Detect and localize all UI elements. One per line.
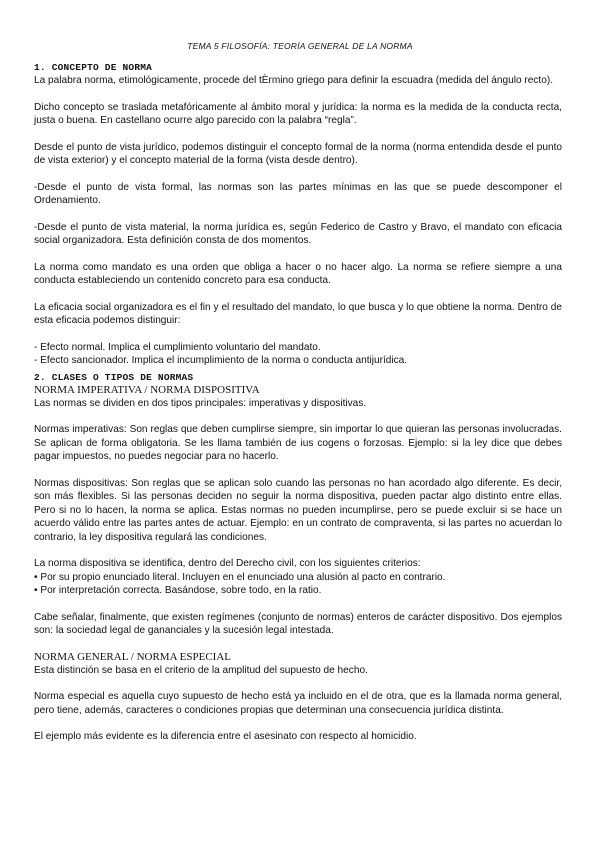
subsection-heading: NORMA IMPERATIVA / NORMA DISPOSITIVA: [34, 383, 260, 396]
paragraph: Las normas se dividen en dos tipos principales: imperativas y dispositivas.: [34, 397, 367, 409]
paragraph: -Desde el punto de vista formal, las normas son las partes mínimas en las que se puede descomponer el Ordenamiento.: [34, 181, 562, 206]
paragraph: Dicho concepto se traslada metafóricamente al ámbito moral y jurídica: la norma es la medida de la conducta recta, justa o buena. En castellano ocurre algo parecido con la palabra “regla”.: [34, 101, 562, 126]
document-body: [34, 62, 562, 744]
subsection-heading: NORMA GENERAL / NORMA ESPECIAL: [34, 650, 231, 663]
paragraph: El ejemplo más evidente es la diferencia entre el asesinato con respecto al homicidio.: [34, 731, 417, 742]
section-2-heading: 2. CLASES O TIPOS DE NORMAS: [34, 371, 194, 383]
list-item: • Por interpretación correcta. Basándose, sobre todo, en la ratio.: [34, 585, 322, 596]
paragraph: Cabe señalar, finalmente, que existen regímenes (conjunto de normas) enteros de carácter dispositivo. Dos ejemplos son: la sociedad legal de gananciales y la sucesión legal intestada.: [34, 611, 562, 636]
paragraph: Normas dispositivas: Son reglas que se aplican solo cuando las personas no han acordado algo diferente. Es decir, son más flexibles. Si las personas deciden no seguir la norma dispositiva, pueden pactar algo distinto entre ellas. Pero si no lo hacen, la norma se aplica. Estas normas no pueden incumplirse, pero se puede excluir si se hace un acuerdo válido entre las partes antes de actuar. Ejemplo: en un contrato de compraventa, si las partes no acuerdan lo contrario, la ley dispositiva regulará las condiciones.: [34, 477, 562, 543]
list-item: • Por su propio enunciado literal. Incluyen en el enunciado una alusión al pacto en contrario.: [34, 571, 446, 583]
paragraph: Desde el punto de vista jurídico, podemos distinguir el concepto formal de la norma (norma entendida desde el punto de vista exterior) y el concepto material de la forma (vista desde dentro).: [34, 141, 562, 166]
paragraph: Normas imperativas: Son reglas que deben cumplirse siempre, sin importar lo que quieran las personas involucradas. Se aplican de forma obligatoria. Se les llama también de ius cogens o forzosas. Ejemplo: si la ley dice que debes pagar impuestos, no puedes negociar para no hacerlo.: [34, 424, 562, 462]
paragraph: Norma especial es aquella cuyo supuesto de hecho está ya incluido en el de otra, que es la llamada norma general, pero tiene, además, caracteres o condiciones propias que determinan una consecuencia jurídica distinta.: [34, 691, 562, 716]
paragraph: La norma dispositiva se identifica, dentro del Derecho civil, con los siguientes criterios:: [34, 558, 421, 569]
section-1-heading: 1. CONCEPTO DE NORMA: [34, 62, 153, 73]
paragraph: -Desde el punto de vista material, la norma jurídica es, según Federico de Castro y Bravo, el mandato con eficacia social organizadora. Esta definición consta de dos momentos.: [34, 221, 562, 246]
list-item: - Efecto normal. Implica el cumplimiento voluntario del mandato.: [34, 341, 321, 353]
paragraph: La norma como mandato es una orden que obliga a hacer o no hacer algo. La norma se refiere siempre a una conducta estableciendo un contenido concreto para esa conducta.: [34, 261, 562, 286]
paragraph: La eficacia social organizadora es el fin y el resultado del mandato, lo que busca y lo que obtiene la norma. Dentro de esta eficacia podemos distinguir:: [34, 301, 562, 326]
list-item: - Efecto sancionador. Implica el incumplimiento de la norma o conducta antijurídica.: [34, 355, 408, 366]
paragraph: Esta distinción se basa en el criterio de la amplitud del supuesto de hecho.: [34, 664, 368, 676]
document-title: TEMA 5 FILOSOFÍA: TEORÍA GENERAL DE LA NORMA: [187, 41, 413, 51]
paragraph: La palabra norma, etimológicamente, procede del tÈrmino griego para definir la escuadra (medida del ángulo recto).: [34, 75, 554, 86]
